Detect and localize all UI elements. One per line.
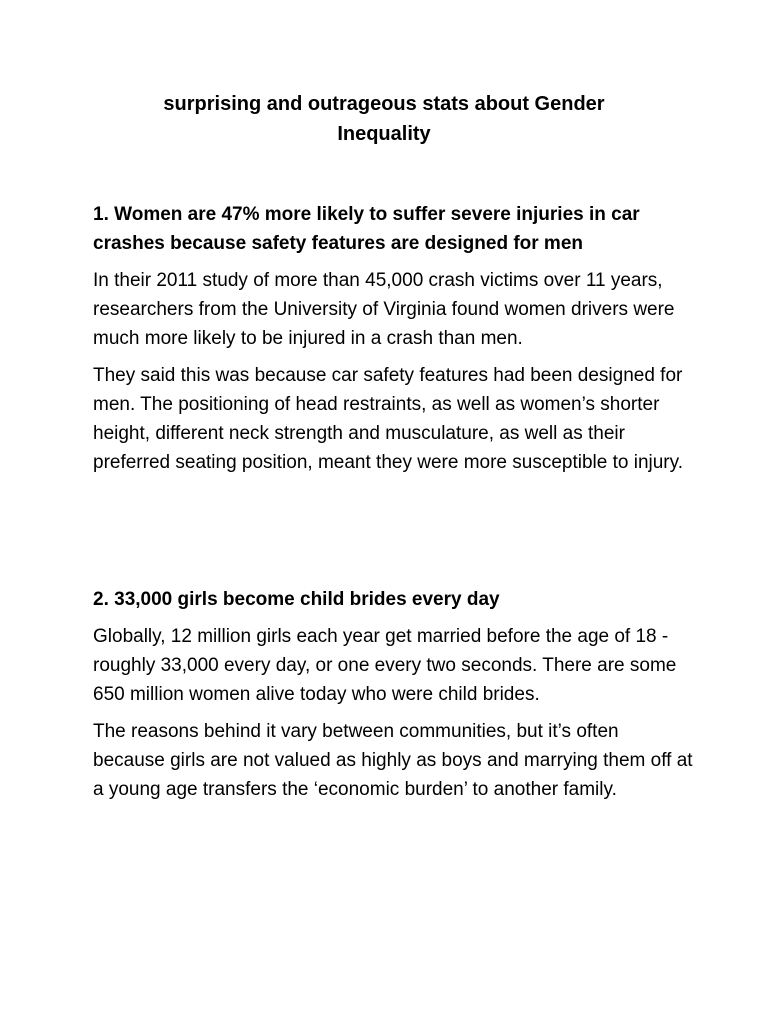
section-1-paragraph-2: They said this was because car safety features had been designed for men. The positioning of head restraints, as well as women’s shorter height, different neck strength and musculature, as well as their preferred seating position, meant they were more susceptible to injury.: [93, 365, 684, 473]
section-1: [93, 200, 693, 485]
document-title: surprising and outrageous stats about Gender Inequality: [163, 93, 605, 145]
section-2-heading: 2. 33,000 girls become child brides every day: [93, 589, 500, 610]
section-2: [93, 585, 693, 812]
section-1-heading: 1. Women are 47% more likely to suffer severe injuries in car crashes because safety features are designed for men: [93, 204, 640, 254]
section-1-paragraph-1: In their 2011 study of more than 45,000 crash victims over 11 years, researchers from the University of Virginia found women drivers were much more likely to be injured in a crash than men.: [93, 270, 675, 349]
section-2-paragraph-1: Globally, 12 million girls each year get married before the age of 18 - roughly 33,000 every day, or one every two seconds. There are some 650 million women alive today who were child brides.: [93, 626, 677, 705]
section-2-paragraph-2: The reasons behind it vary between communities, but it’s often because girls are not valued as highly as boys and marrying them off at a young age transfers the ‘economic burden’ to another family.: [93, 721, 693, 800]
